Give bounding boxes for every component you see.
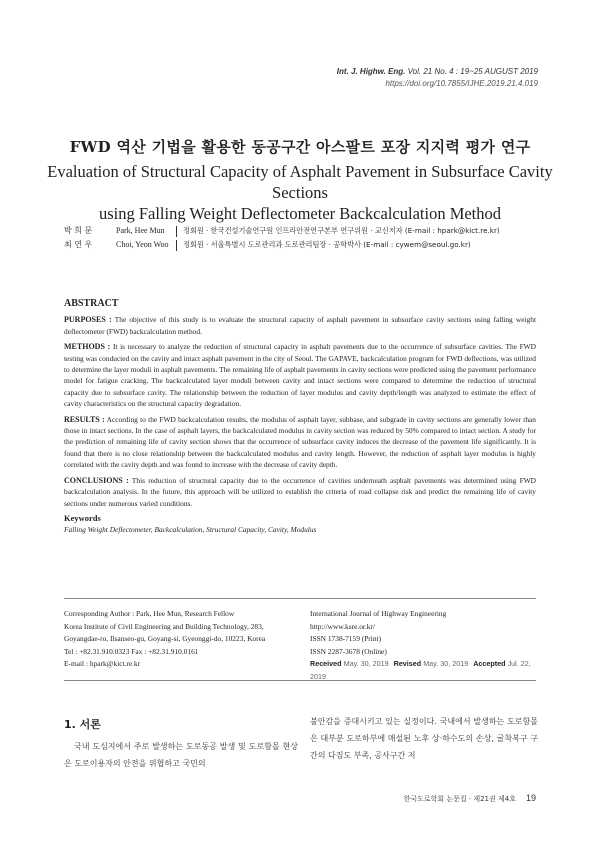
title-english-line2: using Falling Weight Deflectometer Backcalculation Method — [98, 204, 502, 223]
revised-date: May. 30, 2019 — [423, 659, 469, 668]
volume-info: Vol. 21 No. 4 : 19~25 AUGUST 2019 — [407, 67, 538, 76]
methods-text: It is necessary to analyze the reduction of structural capacity in asphalt pavements due to the occurrence of subsurface cavities. The FWD testing was conducted on the cavity and intact asphalt pavement in the city of Seoul. The GAPAVE, backcalculation program for FWD deflections, was utilized to determine the layer moduli in asphalt pavements. The remaining life of asphalt pavements in cavity sections were predicted using the pavement performance model for fatigue cracking. The backcalculated layer moduli between cavity and intact sections were compared to determine the reduction of structural capacity due to subsurface cavity. The relationship between the reduction of layer modulus and cavity depth/length was analyzed to estimate the effect of cavity characteristics on the structural capacity degradation. — [64, 342, 537, 409]
author-affiliation: 정회원 · 서울특별시 도로관리과 도로관리팀장 · 공학박사 (E-mail : cywem@seoul.go.kr) — [183, 240, 471, 249]
journal-name: Int. J. Highw. Eng. — [336, 67, 406, 76]
author-affiliation: 정회원 · 한국건설기술연구원 인프라안전연구본부 연구위원 · 교신저자 (E-mail : hpark@kict.re.kr) — [183, 226, 500, 235]
accepted-date: Jul. 22, 2019 — [310, 659, 531, 681]
abstract-purposes — [64, 314, 536, 337]
info-journal-name: International Journal of Highway Engineering — [310, 609, 447, 618]
info-url[interactable]: http://www.ksre.or.kr/ — [310, 621, 376, 631]
received-date: May. 30, 2019 — [343, 659, 389, 668]
correspondence-block — [64, 608, 304, 671]
methods-label: METHODS : — [64, 342, 111, 352]
author-row — [64, 238, 500, 252]
divider-top — [64, 598, 536, 599]
title-korean: FWD 역산 기법을 활용한 동공구간 아스팔트 포장 지지력 평가 연구 — [69, 138, 531, 156]
title-english — [40, 161, 560, 224]
author-block — [64, 224, 500, 252]
corr-email: E-mail : hpark@kict.re.kr — [64, 659, 141, 668]
author-row — [64, 224, 500, 238]
author-name-ko: 최 연 우 — [64, 240, 93, 249]
body-text-left: 국내 도심지에서 주로 발생하는 도로동공 발생 및 도로함몰 현상은 도로이용자의 안전을 위협하고 국민의 — [64, 742, 298, 768]
page-footer — [404, 793, 536, 804]
corr-line: Goyangdae-ro, Ilsanseo-gu, Goyang-si, Gyeonggi-do, 10223, Korea — [64, 634, 266, 643]
author-divider — [176, 226, 177, 237]
abstract-results — [64, 414, 536, 471]
abstract-title: ABSTRACT — [64, 298, 119, 309]
journal-header — [337, 66, 538, 90]
footer-journal: 한국도로학회 논문집 · 제21권 제4호 — [403, 795, 516, 803]
doi-link[interactable]: https://doi.org/10.7855/IJHE.2019.21.4.019 — [385, 79, 538, 88]
author-name-en: Park, Hee Mun — [116, 226, 165, 235]
author-divider — [176, 240, 177, 251]
author-name-en: Choi, Yeon Woo — [116, 240, 169, 249]
corr-line: Corresponding Author : Park, Hee Mun, Research Fellow — [64, 609, 235, 618]
abstract-methods — [64, 341, 536, 409]
purposes-label: PURPOSES : — [64, 315, 112, 325]
page-number: 19 — [525, 793, 536, 803]
body-text-right: 불안감을 증대시키고 있는 실정이다. 국내에서 발생하는 도로함몰은 대부분 도로하부에 매설된 노후 상·하수도의 손상, 굴착복구 구간의 다짐도 부족, 공사구간 저 — [310, 717, 538, 760]
info-issn-print: ISSN 1738-7159 (Print) — [310, 634, 382, 643]
info-issn-online: ISSN 2287-3678 (Online) — [310, 646, 387, 656]
divider-bottom — [64, 680, 536, 681]
keywords-title: Keywords — [64, 512, 101, 523]
conclusions-text: This reduction of structural capacity due to the occurrence of cavities underneath asphalt pavements was determined using FWD backcalculation analysis. In the future, this approach will be utilized to establish the criteria of road collapse risk and predict the remaining life of cavity sections under numerous varied conditions. — [64, 475, 537, 508]
abstract-conclusions — [64, 475, 536, 509]
accepted-label: Accepted — [473, 659, 506, 668]
title-english-line1: Evaluation of Structural Capacity of Asphalt Pavement in Subsurface Cavity Sections — [47, 162, 553, 202]
corr-line: Korea Institute of Civil Engineering and Building Technology, 283, — [64, 621, 264, 631]
corr-line: Tel : +82.31.910.0323 Fax : +82.31.910.0161 — [64, 646, 199, 656]
abstract-section — [64, 298, 536, 536]
results-label: RESULTS : — [64, 414, 105, 424]
author-name-ko: 박 희 문 — [64, 226, 93, 235]
purposes-text: The objective of this study is to evaluate the structural capacity of asphalt pavement in subsurface cavity sections using falling weight deflectometer (FWD) backcalculation method. — [64, 315, 536, 336]
results-text: According to the FWD backcalculation results, the modulus of asphalt layer, subbase, and subgrade in cavity sections are generally lower than those in intact sections. In the case of asphalt layers, the backcalculated modulus in cavity section was reduced by 50% compared to intact section. A study for the prediction of remaining life of cavity section shows that the occurrence of subsurface cavity induces the decrease of the pavement life significantly. It is found that there is no close relationship between the backcalculated modulus and cavity length. However, the reduction of asphalt layer modulus is highly correlated with the cavity depth and was found to increase with the decrease of cavity depth. — [64, 414, 536, 470]
journal-info-block — [310, 608, 540, 683]
received-label: Received — [310, 659, 342, 668]
keywords-text: Falling Weight Deflectometer, Backcalculation, Structural Capacity, Cavity, Modulus — [64, 525, 317, 535]
conclusions-label: CONCLUSIONS : — [64, 475, 129, 485]
revised-label: Revised — [393, 659, 422, 668]
section-title: 1. 서론 — [64, 718, 101, 731]
